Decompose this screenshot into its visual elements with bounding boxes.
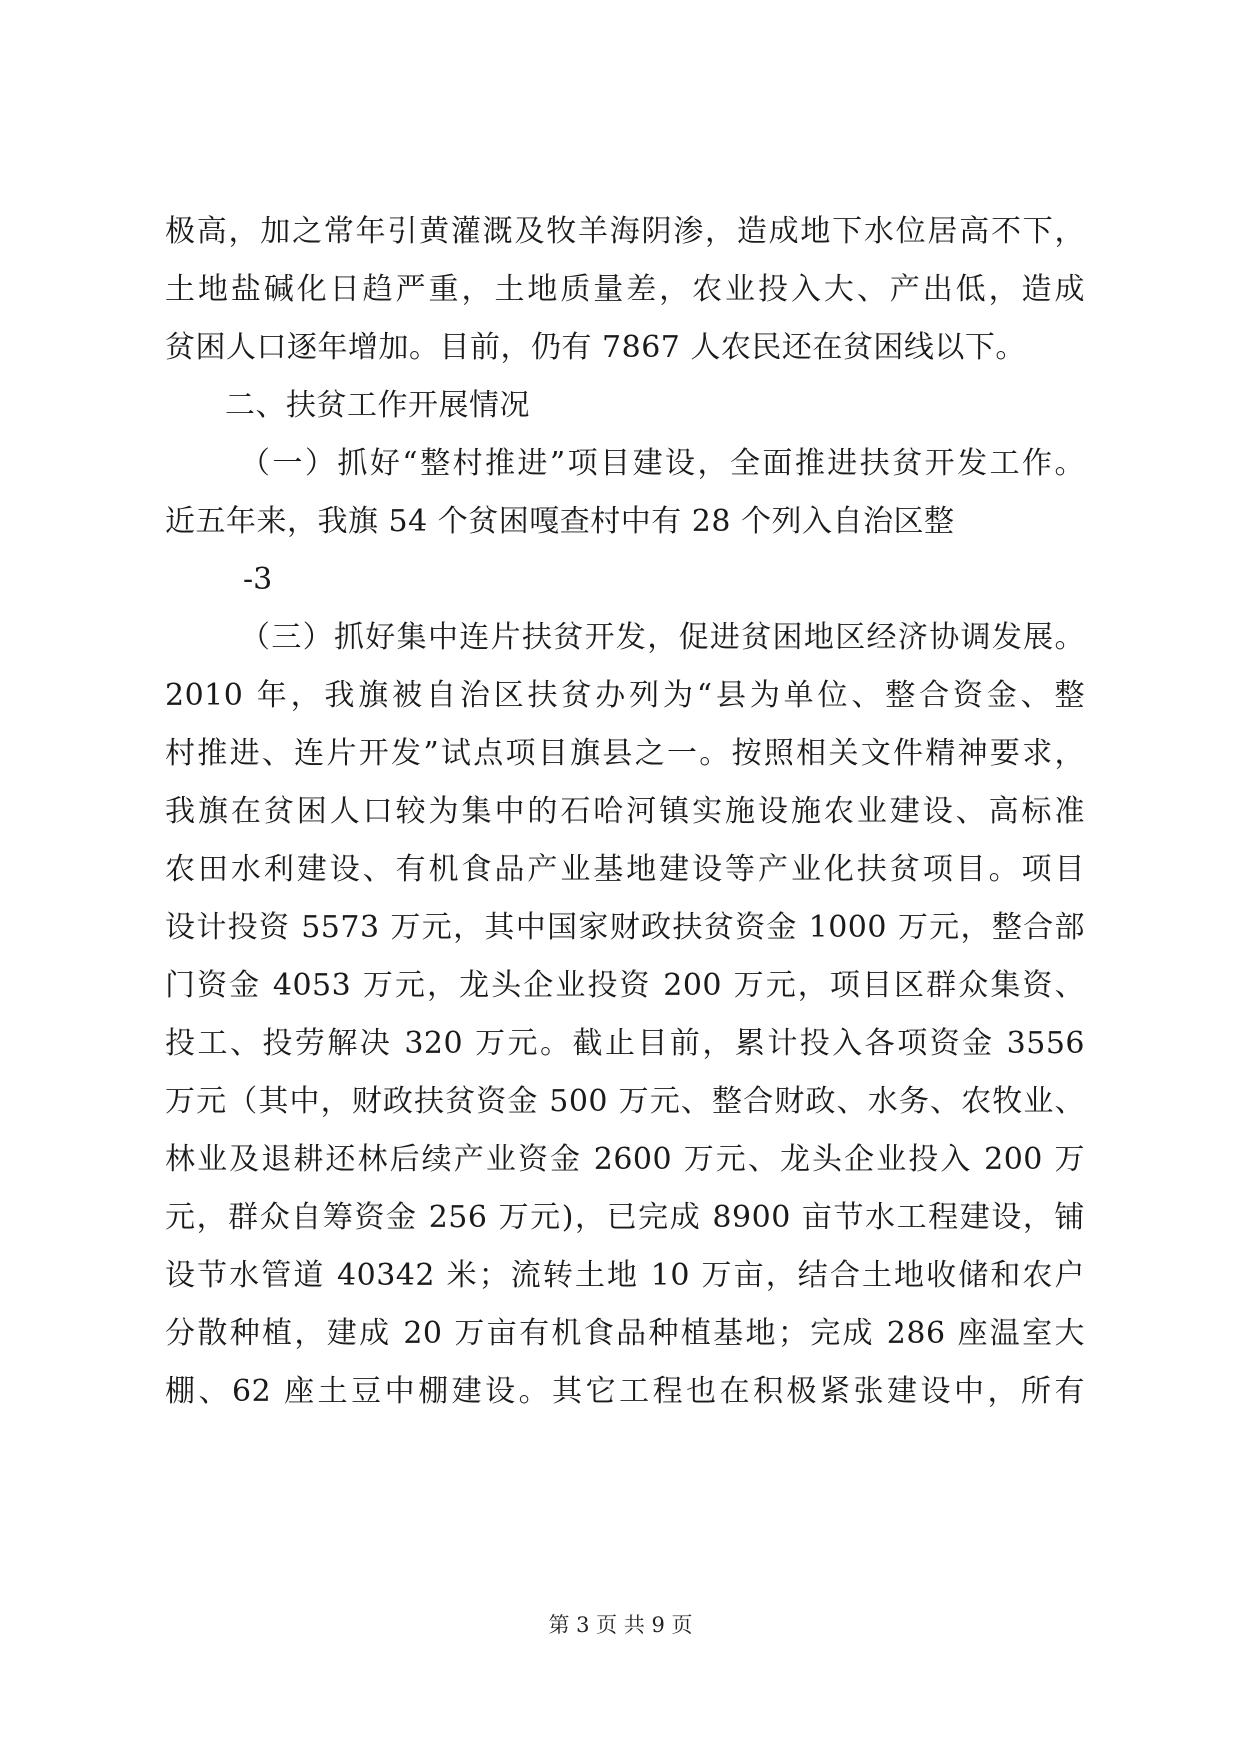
body-text-line: 万元（其中，财政扶贫资金 500 万元、整合财政、水务、农牧业、 [165, 1084, 1085, 1119]
body-text-line: 贫困人口逐年增加。目前，仍有 7867 人农民还在贫困线以下。 [165, 330, 1026, 365]
body-text-line: 分散种植，建成 20 万亩有机食品种植基地；完成 286 座温室大 [165, 1316, 1085, 1351]
body-text-line: 土地盐碱化日趋严重，土地质量差，农业投入大、产出低，造成 [165, 272, 1085, 307]
body-text-line: 极高，加之常年引黄灌溉及牧羊海阴渗，造成地下水位居高不下， [165, 214, 1085, 249]
body-text-line: 林业及退耕还林后续产业资金 2600 万元、龙头企业投入 200 万 [165, 1142, 1085, 1177]
page-footer: 第 3 页 共 9 页 [548, 1613, 693, 1637]
body-text-line: 投工、投劳解决 320 万元。截止目前，累计投入各项资金 3556 [165, 1026, 1085, 1061]
body-text-line: 设计投资 5573 万元，其中国家财政扶贫资金 1000 万元，整合部 [165, 910, 1085, 945]
body-text-line: 近五年来，我旗 54 个贫困嘎查村中有 28 个列入自治区整 [165, 504, 955, 539]
inline-page-marker: -3 [243, 562, 273, 597]
body-text-line: 设节水管道 40342 米；流转土地 10 万亩，结合土地收储和农户 [165, 1258, 1085, 1293]
body-text-line: 村推进、连片开发”试点项目旗县之一。按照相关文件精神要求， [165, 736, 1085, 771]
body-text-line: 我旗在贫困人口较为集中的石哈河镇实施设施农业建设、高标准 [165, 794, 1085, 829]
body-text-line: 元，群众自筹资金 256 万元)，已完成 8900 亩节水工程建设，铺 [165, 1200, 1085, 1235]
body-text-line: 门资金 4053 万元，龙头企业投资 200 万元，项目区群众集资、 [165, 968, 1085, 1003]
body-text-line: 棚、62 座土豆中棚建设。其它工程也在积极紧张建设中，所有 [165, 1374, 1085, 1409]
body-text-line: 2010 年，我旗被自治区扶贫办列为“县为单位、整合资金、整 [165, 678, 1085, 713]
subsection-heading: （一）抓好“整村推进”项目建设，全面推进扶贫开发工作。 [240, 446, 1085, 481]
section-heading: 二、扶贫工作开展情况 [225, 388, 530, 423]
body-text-line: 农田水利建设、有机食品产业基地建设等产业化扶贫项目。项目 [165, 852, 1085, 887]
subsection-heading: （三）抓好集中连片扶贫开发，促进贫困地区经济协调发展。 [240, 620, 1085, 655]
